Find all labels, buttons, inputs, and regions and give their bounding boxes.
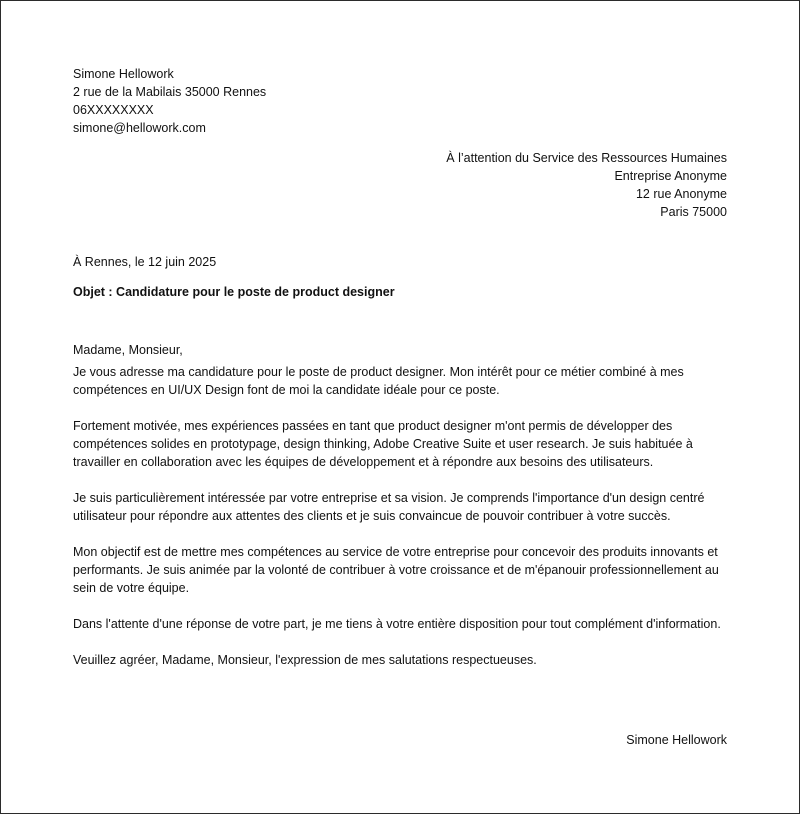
sender-block bbox=[73, 65, 266, 137]
letter-body bbox=[73, 341, 735, 687]
letter-signature: Simone Hellowork bbox=[626, 733, 727, 747]
recipient-block bbox=[446, 149, 727, 221]
recipient-company: Entreprise Anonyme bbox=[614, 169, 727, 183]
sender-phone: 06XXXXXXXX bbox=[73, 103, 154, 117]
letter-salutation: Madame, Monsieur, bbox=[73, 343, 183, 357]
sender-name: Simone Hellowork bbox=[73, 67, 174, 81]
letter-paragraph: Mon objectif est de mettre mes compétences au service de votre entreprise pour concevoir des produits innovants et performants. Je suis animée par la volonté de contribuer à votre croissance et de m'épanouir professionnellement au sein de votre équipe. bbox=[73, 545, 719, 595]
recipient-city: Paris 75000 bbox=[660, 205, 727, 219]
letter-subject: Objet : Candidature pour le poste de product designer bbox=[73, 285, 395, 299]
recipient-street: 12 rue Anonyme bbox=[635, 187, 727, 201]
recipient-attention: À l’attention du Service des Ressources Humaines bbox=[446, 151, 727, 165]
letter-date: À Rennes, le 12 juin 2025 bbox=[73, 255, 217, 269]
letter-paragraph: Je suis particulièrement intéressée par votre entreprise et sa vision. Je comprends l'importance d'un design centré utilisateur pour répondre aux attentes des clients et je suis convaincue de pouvoir contribuer à votre succès. bbox=[73, 491, 705, 523]
letter-closing: Veuillez agréer, Madame, Monsieur, l'expression de mes salutations respectueuses. bbox=[73, 653, 537, 667]
sender-address: 2 rue de la Mabilais 35000 Rennes bbox=[73, 85, 267, 99]
sender-email: simone@hellowork.com bbox=[73, 121, 206, 135]
letter-paragraph: Je vous adresse ma candidature pour le poste de product designer. Mon intérêt pour ce métier combiné à mes compétences en UI/UX Design font de moi la candidate idéale pour ce poste. bbox=[73, 365, 684, 397]
letter-paragraph: Fortement motivée, mes expériences passées en tant que product designer m'ont permis de développer des compétences solides en prototypage, design thinking, Adobe Creative Suite et user research. Je suis habituée à travailler en collaboration avec les équipes de développement et à répondre aux besoins des utilisateurs. bbox=[73, 419, 693, 469]
letter-paragraph: Dans l'attente d'une réponse de votre part, je me tiens à votre entière disposition pour tout complément d'information. bbox=[73, 617, 721, 631]
